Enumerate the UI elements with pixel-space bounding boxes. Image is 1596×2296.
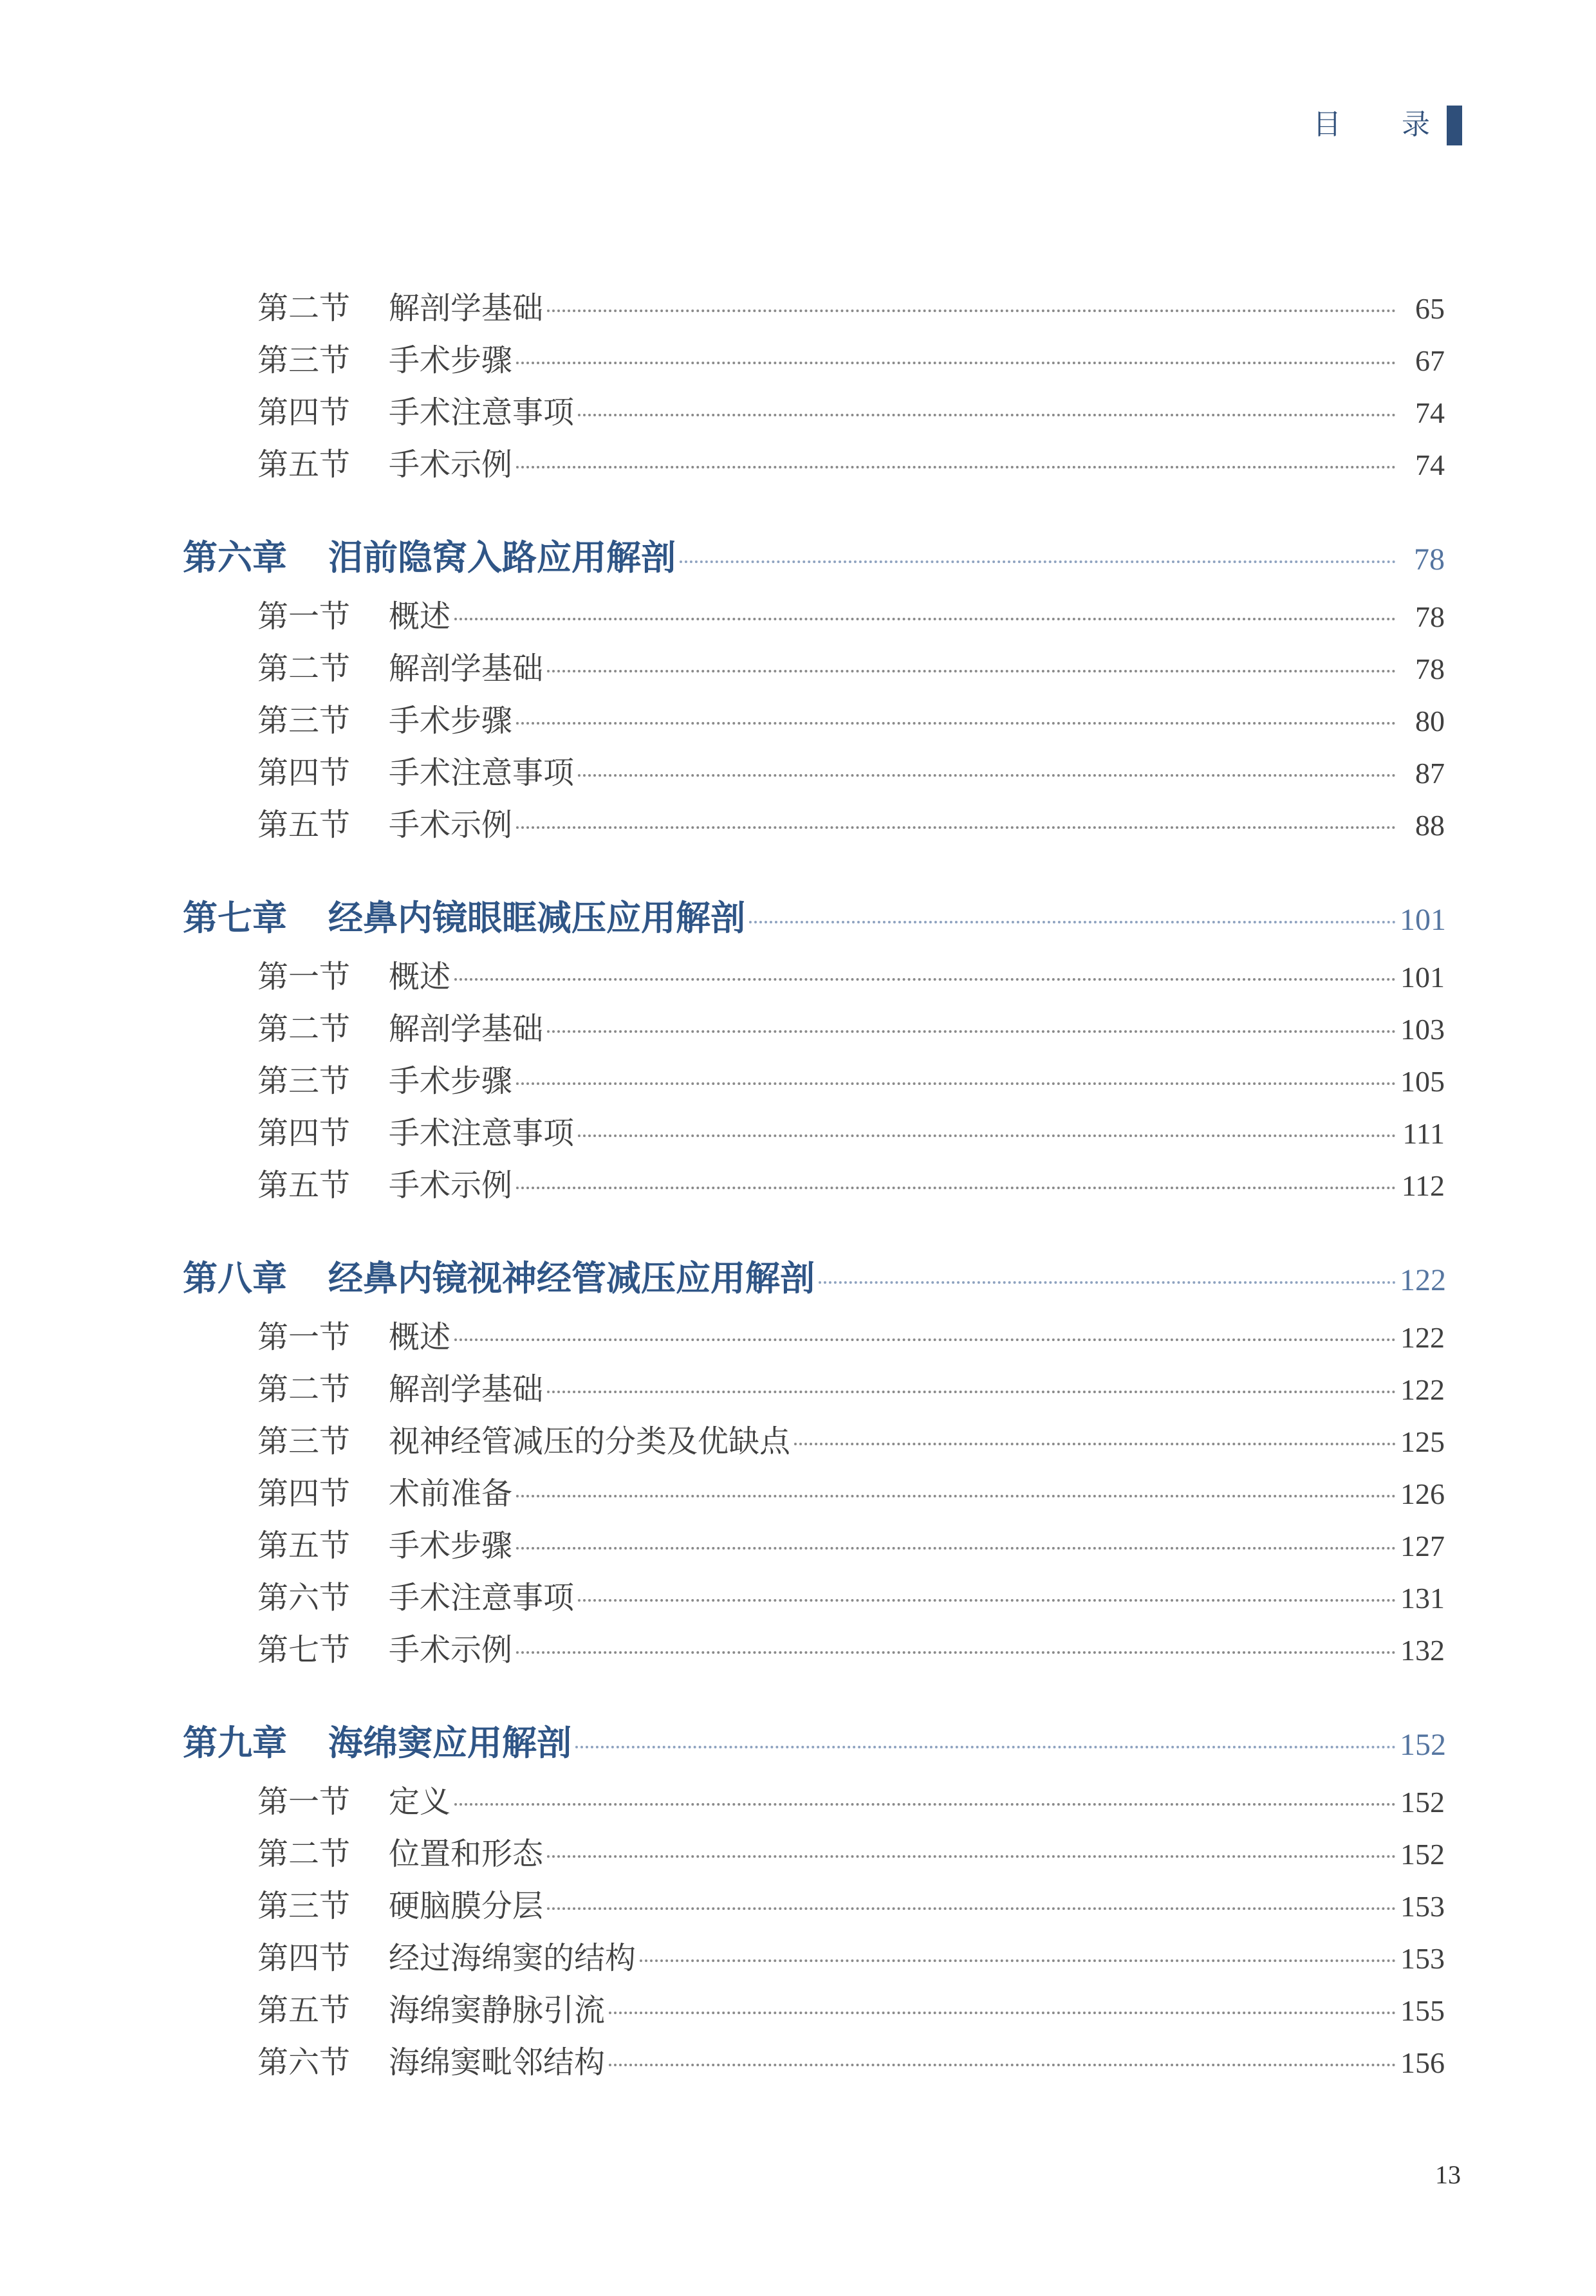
chapter-number: 第九章 (183, 1723, 287, 1763)
toc-section-entry[interactable] (0, 1416, 1596, 1468)
toc-section-entry[interactable] (0, 1521, 1596, 1572)
dot-leader (640, 1958, 1396, 1962)
page-number: 13 (1435, 2160, 1461, 2189)
dot-leader (516, 1494, 1396, 1497)
section-page-number: 152 (1400, 1838, 1445, 1871)
section-number: 第一节 (257, 1784, 351, 1820)
section-title: 解剖学基础 (389, 1371, 544, 1407)
section-page-number: 67 (1415, 344, 1445, 377)
chapter-page-number: 152 (1400, 1728, 1446, 1762)
toc-section-entry[interactable] (0, 1573, 1596, 1624)
toc-section-entry[interactable] (0, 1625, 1596, 1676)
section-number: 第六节 (257, 2044, 351, 2080)
section-number: 第三节 (257, 1888, 351, 1924)
chapter-page-number: 101 (1400, 903, 1446, 937)
section-title: 视神经管减压的分类及优缺点 (389, 1423, 791, 1459)
section-page-number: 122 (1400, 1373, 1445, 1406)
toc-section-entry[interactable] (0, 748, 1596, 799)
section-page-number: 78 (1415, 600, 1445, 633)
chapter-number: 第八章 (183, 1258, 287, 1299)
section-title: 经过海绵窦的结构 (389, 1940, 636, 1976)
section-page-number: 74 (1415, 449, 1445, 481)
section-number: 第三节 (257, 703, 351, 739)
section-number: 第三节 (257, 342, 351, 378)
dot-leader (578, 1598, 1396, 1602)
dot-leader (547, 1906, 1396, 1910)
section-title: 定义 (389, 1784, 451, 1820)
section-page-number: 156 (1400, 2046, 1445, 2079)
toc-section-entry[interactable] (0, 1468, 1596, 1520)
dot-leader (454, 1337, 1396, 1341)
section-page-number: 88 (1415, 809, 1445, 842)
chapter-page-number: 78 (1414, 542, 1445, 577)
section-page-number: 111 (1402, 1117, 1445, 1150)
dot-leader (516, 825, 1396, 829)
section-number: 第五节 (257, 1167, 351, 1203)
section-number: 第二节 (257, 290, 351, 326)
section-title: 手术步骤 (389, 703, 513, 739)
dot-leader (516, 1546, 1396, 1550)
section-title: 手术注意事项 (389, 1580, 575, 1616)
section-page-number: 78 (1415, 653, 1445, 685)
dot-leader (578, 773, 1396, 777)
section-title: 海绵窦静脉引流 (389, 1992, 606, 2028)
section-number: 第四节 (257, 1476, 351, 1512)
section-page-number: 87 (1415, 757, 1445, 790)
section-title: 手术注意事项 (389, 1115, 575, 1151)
toc-chapter-entry[interactable] (0, 891, 1596, 942)
section-title: 硬脑膜分层 (389, 1888, 544, 1924)
section-page-number: 74 (1415, 396, 1445, 429)
toc-section-entry[interactable] (0, 1312, 1596, 1364)
section-page-number: 153 (1400, 1890, 1445, 1923)
section-page-number: 131 (1400, 1582, 1445, 1615)
toc-section-entry[interactable] (0, 1777, 1596, 1828)
dot-leader (516, 465, 1396, 468)
section-page-number: 127 (1400, 1530, 1445, 1562)
dot-leader (454, 1802, 1396, 1806)
running-header (1313, 104, 1462, 145)
toc-section-entry[interactable] (0, 800, 1596, 851)
section-title: 解剖学基础 (389, 651, 544, 687)
section-page-number: 132 (1400, 1634, 1445, 1667)
toc-section-entry[interactable] (0, 696, 1596, 747)
section-page-number: 80 (1415, 705, 1445, 737)
section-title: 概述 (389, 598, 451, 634)
dot-leader (547, 669, 1396, 672)
section-page-number: 65 (1415, 292, 1445, 325)
section-page-number: 105 (1400, 1065, 1445, 1098)
section-number: 第四节 (257, 1940, 351, 1976)
dot-leader (680, 559, 1396, 563)
dot-leader (454, 616, 1396, 620)
section-number: 第三节 (257, 1423, 351, 1459)
section-title: 手术步骤 (389, 342, 513, 378)
section-page-number: 155 (1400, 1994, 1445, 2027)
chapter-title: 经鼻内镜视神经管减压应用解剖 (328, 1258, 815, 1299)
dot-leader (609, 2062, 1396, 2066)
section-title: 手术注意事项 (389, 755, 575, 791)
section-title: 手术步骤 (389, 1063, 513, 1099)
section-number: 第五节 (257, 1992, 351, 2028)
section-title: 手术示例 (389, 1632, 513, 1668)
toc-section-entry[interactable] (0, 1056, 1596, 1107)
section-number: 第一节 (257, 959, 351, 995)
chapter-number: 第七章 (183, 898, 287, 938)
chapter-title: 海绵窦应用解剖 (328, 1723, 571, 1763)
dot-leader (516, 721, 1396, 725)
toc-chapter-entry[interactable] (0, 1251, 1596, 1302)
section-title: 手术示例 (389, 807, 513, 843)
dot-leader (547, 1854, 1396, 1858)
section-title: 术前准备 (389, 1476, 513, 1512)
dot-leader (454, 977, 1396, 981)
section-number: 第五节 (257, 447, 351, 483)
chapter-number: 第六章 (183, 537, 287, 578)
header-title-left: 目 (1313, 108, 1341, 141)
section-number: 第五节 (257, 1528, 351, 1564)
header-title-right: 录 (1402, 108, 1430, 141)
section-number: 第四节 (257, 1115, 351, 1151)
header-accent-bar (1447, 106, 1462, 145)
toc-section-entry[interactable] (0, 1985, 1596, 2037)
section-page-number: 125 (1400, 1425, 1445, 1458)
section-title: 位置和形态 (389, 1836, 544, 1872)
dot-leader (794, 1441, 1396, 1445)
dot-leader (516, 1650, 1396, 1654)
section-number: 第一节 (257, 1319, 351, 1355)
toc-section-entry[interactable] (0, 2037, 1596, 2089)
chapter-page-number: 122 (1400, 1263, 1446, 1297)
dot-leader (516, 360, 1396, 364)
chapter-title: 泪前隐窝入路应用解剖 (328, 537, 676, 578)
section-title: 手术步骤 (389, 1528, 513, 1564)
toc-section-entry[interactable] (0, 1364, 1596, 1416)
section-page-number: 101 (1400, 961, 1445, 994)
section-number: 第四节 (257, 755, 351, 791)
toc-section-entry[interactable] (0, 1829, 1596, 1880)
dot-leader (749, 920, 1396, 923)
toc-section-entry[interactable] (0, 283, 1596, 335)
dot-leader (578, 412, 1396, 416)
toc-section-entry[interactable] (0, 643, 1596, 695)
section-title: 手术示例 (389, 1167, 513, 1203)
toc-section-entry[interactable] (0, 952, 1596, 1003)
dot-leader (547, 1389, 1396, 1393)
toc-section-entry[interactable] (0, 335, 1596, 387)
section-title: 手术注意事项 (389, 394, 575, 430)
dot-leader (575, 1745, 1396, 1748)
toc-section-entry[interactable] (0, 1160, 1596, 1212)
chapter-title: 经鼻内镜眼眶减压应用解剖 (328, 898, 745, 938)
section-page-number: 112 (1401, 1169, 1445, 1202)
dot-leader (609, 2010, 1396, 2014)
section-number: 第二节 (257, 651, 351, 687)
section-title: 概述 (389, 959, 451, 995)
dot-leader (516, 1185, 1396, 1189)
toc-section-entry[interactable] (0, 1881, 1596, 1932)
dot-leader (516, 1081, 1396, 1085)
section-page-number: 126 (1400, 1477, 1445, 1510)
section-title: 解剖学基础 (389, 1011, 544, 1047)
section-page-number: 122 (1400, 1321, 1445, 1354)
section-number: 第七节 (257, 1632, 351, 1668)
toc-section-entry[interactable] (0, 387, 1596, 439)
section-number: 第一节 (257, 598, 351, 634)
toc-section-entry[interactable] (0, 1933, 1596, 1985)
section-number: 第二节 (257, 1371, 351, 1407)
section-number: 第四节 (257, 394, 351, 430)
dot-leader (578, 1133, 1396, 1137)
section-number: 第五节 (257, 807, 351, 843)
toc-section-entry[interactable] (0, 440, 1596, 491)
dot-leader (547, 1029, 1396, 1033)
section-title: 手术示例 (389, 447, 513, 483)
section-title: 概述 (389, 1319, 451, 1355)
dot-leader (547, 308, 1396, 312)
toc-section-entry[interactable] (0, 1004, 1596, 1055)
section-title: 解剖学基础 (389, 290, 544, 326)
toc-chapter-entry[interactable] (0, 530, 1596, 582)
section-number: 第六节 (257, 1580, 351, 1616)
dot-leader (819, 1280, 1396, 1284)
section-title: 海绵窦毗邻结构 (389, 2044, 606, 2080)
section-number: 第二节 (257, 1836, 351, 1872)
toc-chapter-entry[interactable] (0, 1716, 1596, 1767)
toc-section-entry[interactable] (0, 591, 1596, 643)
section-page-number: 153 (1400, 1942, 1445, 1975)
toc-section-entry[interactable] (0, 1108, 1596, 1160)
section-number: 第三节 (257, 1063, 351, 1099)
header-title (1313, 104, 1442, 145)
section-page-number: 152 (1400, 1786, 1445, 1819)
section-page-number: 103 (1400, 1013, 1445, 1046)
section-number: 第二节 (257, 1011, 351, 1047)
